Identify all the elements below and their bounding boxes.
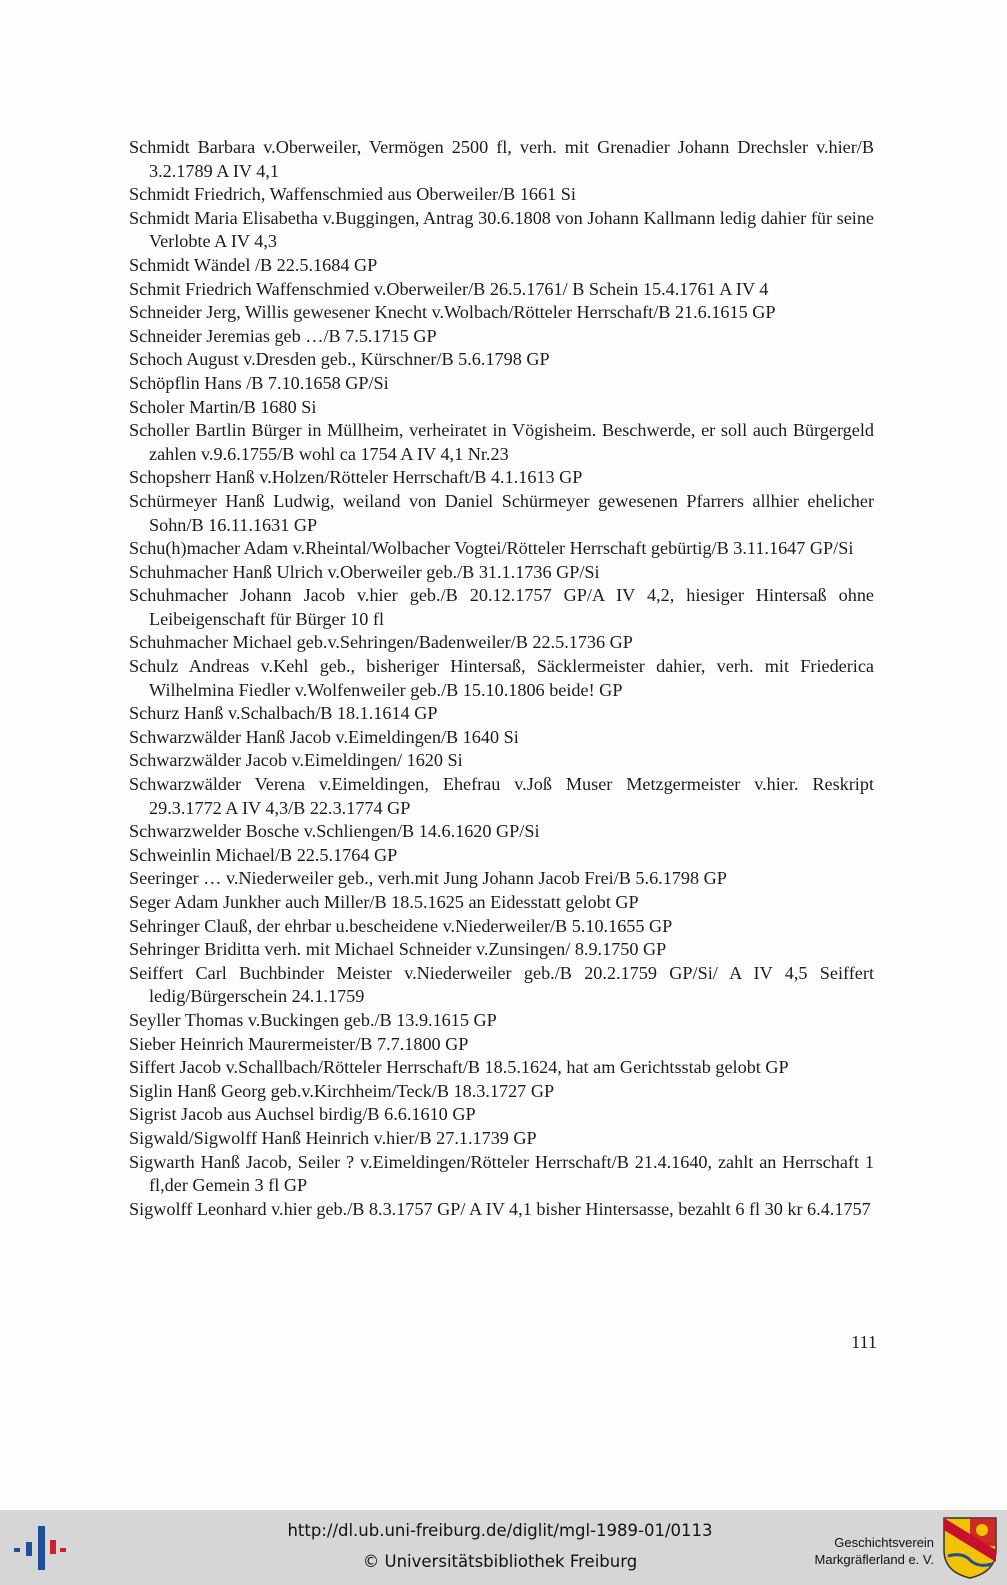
page-number: 111	[851, 1332, 877, 1352]
entry-item: Schopsherr Hanß v.Holzen/Rötteler Herrschaft/B 4.1.1613 GP	[129, 467, 583, 488]
entry-item: Sehringer Briditta verh. mit Michael Schneider v.Zunsingen/ 8.9.1750 GP	[129, 939, 667, 960]
entry-item: Schneider Jerg, Willis gewesener Knecht v.Wolbach/Rötteler Herrschaft/B 21.6.1615 GP	[129, 302, 776, 323]
entry-item: Schuhmacher Johann Jacob v.hier geb./B 20.12.1757 GP/A IV 4,2, hiesiger Hintersaß ohne Leibeigenschaft für Bürger 10 fl	[129, 585, 874, 629]
entry-item: Schneider Jeremias geb …/B 7.5.1715 GP	[129, 325, 437, 346]
entry-item: Schwarzwälder Verena v.Eimeldingen, Ehefrau v.Joß Muser Metzgermeister v.hier. Reskript 29.3.1772 A IV 4,3/B 22.3.1774 GP	[129, 774, 874, 818]
entry-item: Schuhmacher Michael geb.v.Sehringen/Badenweiler/B 22.5.1736 GP	[129, 632, 633, 653]
entry-item: Schweinlin Michael/B 22.5.1764 GP	[129, 844, 398, 865]
entry-item: Schmit Friedrich Waffenschmied v.Oberweiler/B 26.5.1761/ B Schein 15.4.1761 A IV 4	[129, 278, 769, 299]
entry-item: Scholler Bartlin Bürger in Müllheim, verheiratet in Vögisheim. Beschwerde, er soll auch Bürgergeld zahlen v.9.6.1755/B wohl ca 1754 A IV 4,1 Nr.23	[129, 420, 874, 464]
entry-item: Seeringer … v.Niederweiler geb., verh.mit Jung Johann Jacob Frei/B 5.6.1798 GP	[129, 868, 727, 889]
entry-item: Schmidt Friedrich, Waffenschmied aus Oberweiler/B 1661 Si	[129, 184, 576, 205]
entry-item: Schuhmacher Hanß Ulrich v.Oberweiler geb./B 31.1.1736 GP/Si	[129, 561, 600, 582]
entry-item: Schmidt Maria Elisabetha v.Buggingen, Antrag 30.6.1808 von Johann Kallmann ledig dahier für seine Verlobte A IV 4,3	[129, 207, 874, 252]
entry-item: Schu(h)macher Adam v.Rheintal/Wolbacher Vogtei/Rötteler Herrschaft gebürtig/B 3.11.1647 GP/Si	[129, 538, 854, 559]
footer-bar	[0, 1510, 1007, 1585]
entry-item: Schöpflin Hans /B 7.10.1658 GP/Si	[129, 372, 389, 393]
entry-item: Schwarzwälder Jacob v.Eimeldingen/ 1620 Si	[129, 750, 463, 771]
entry-item: Sehringer Clauß, der ehrbar u.bescheidene v.Niederweiler/B 5.10.1655 GP	[129, 915, 673, 936]
footer-copyright: © Universitätsbibliothek Freiburg	[362, 1552, 638, 1571]
entry-item: Scholer Martin/B 1680 Si	[129, 396, 317, 417]
footer-url[interactable]: http://dl.ub.uni-freiburg.de/diglit/mgl-1989-01/0113	[287, 1521, 713, 1540]
entry-item: Schoch August v.Dresden geb., Kürschner/B 5.6.1798 GP	[129, 349, 550, 370]
library-logo-icon	[12, 1526, 68, 1570]
entry-item: Schmidt Wändel /B 22.5.1684 GP	[129, 254, 378, 275]
society-name-line1: Geschichtsverein	[834, 1535, 934, 1550]
entry-item: Siglin Hanß Georg geb.v.Kirchheim/Teck/B 18.3.1727 GP	[129, 1080, 555, 1101]
entry-item: Sigwarth Hanß Jacob, Seiler ? v.Eimeldingen/Rötteler Herrschaft/B 21.4.1640, zahlt an Herrschaft 1 fl,der Gemein 3 fl GP	[129, 1151, 874, 1196]
entry-item: Sigwolff Leonhard v.hier geb./B 8.3.1757 GP/ A IV 4,1 bisher Hintersasse, bezahlt 6 fl 30 kr 6.4.1757	[129, 1198, 871, 1219]
entry-item: Sigwald/Sigwolff Hanß Heinrich v.hier/B 27.1.1739 GP	[129, 1127, 537, 1148]
entry-item: Seyller Thomas v.Buckingen geb./B 13.9.1615 GP	[129, 1009, 497, 1030]
entry-list	[129, 136, 874, 1221]
society-name	[784, 1534, 934, 1568]
society-name-line2: Markgräflerland e. V.	[814, 1552, 934, 1567]
entry-item: Seiffert Carl Buchbinder Meister v.Niederweiler geb./B 20.2.1759 GP/Si/ A IV 4,5 Seiffert ledig/Bürgerschein 24.1.1759	[129, 962, 874, 1007]
entry-item: Schwarzwälder Hanß Jacob v.Eimeldingen/B 1640 Si	[129, 726, 519, 747]
coat-of-arms-icon	[942, 1516, 998, 1580]
entry-item: Schwarzwelder Bosche v.Schliengen/B 14.6.1620 GP/Si	[129, 821, 540, 842]
entry-item: Siffert Jacob v.Schallbach/Rötteler Herrschaft/B 18.5.1624, hat am Gerichtsstab gelobt GP	[129, 1057, 789, 1078]
entry-item: Schulz Andreas v.Kehl geb., bisheriger Hintersaß, Säcklermeister dahier, verh. mit Friederica Wilhelmina Fiedler v.Wolfenweiler geb./B 15.10.1806 beide! GP	[129, 656, 874, 700]
entry-item: Sigrist Jacob aus Auchsel birdig/B 6.6.1610 GP	[129, 1104, 476, 1125]
entry-item: Schurz Hanß v.Schalbach/B 18.1.1614 GP	[129, 703, 438, 724]
entry-item: Schmidt Barbara v.Oberweiler, Vermögen 2500 fl, verh. mit Grenadier Johann Drechsler v.hier/B 3.2.1789 A IV 4,1	[129, 137, 874, 181]
entry-item: Sieber Heinrich Maurermeister/B 7.7.1800 GP	[129, 1033, 469, 1054]
entry-item: Seger Adam Junkher auch Miller/B 18.5.1625 an Eidesstatt gelobt GP	[129, 892, 639, 912]
entry-item: Schürmeyer Hanß Ludwig, weiland von Daniel Schürmeyer gewesenen Pfarrers allhier ehelicher Sohn/B 16.11.1631 GP	[129, 490, 874, 535]
